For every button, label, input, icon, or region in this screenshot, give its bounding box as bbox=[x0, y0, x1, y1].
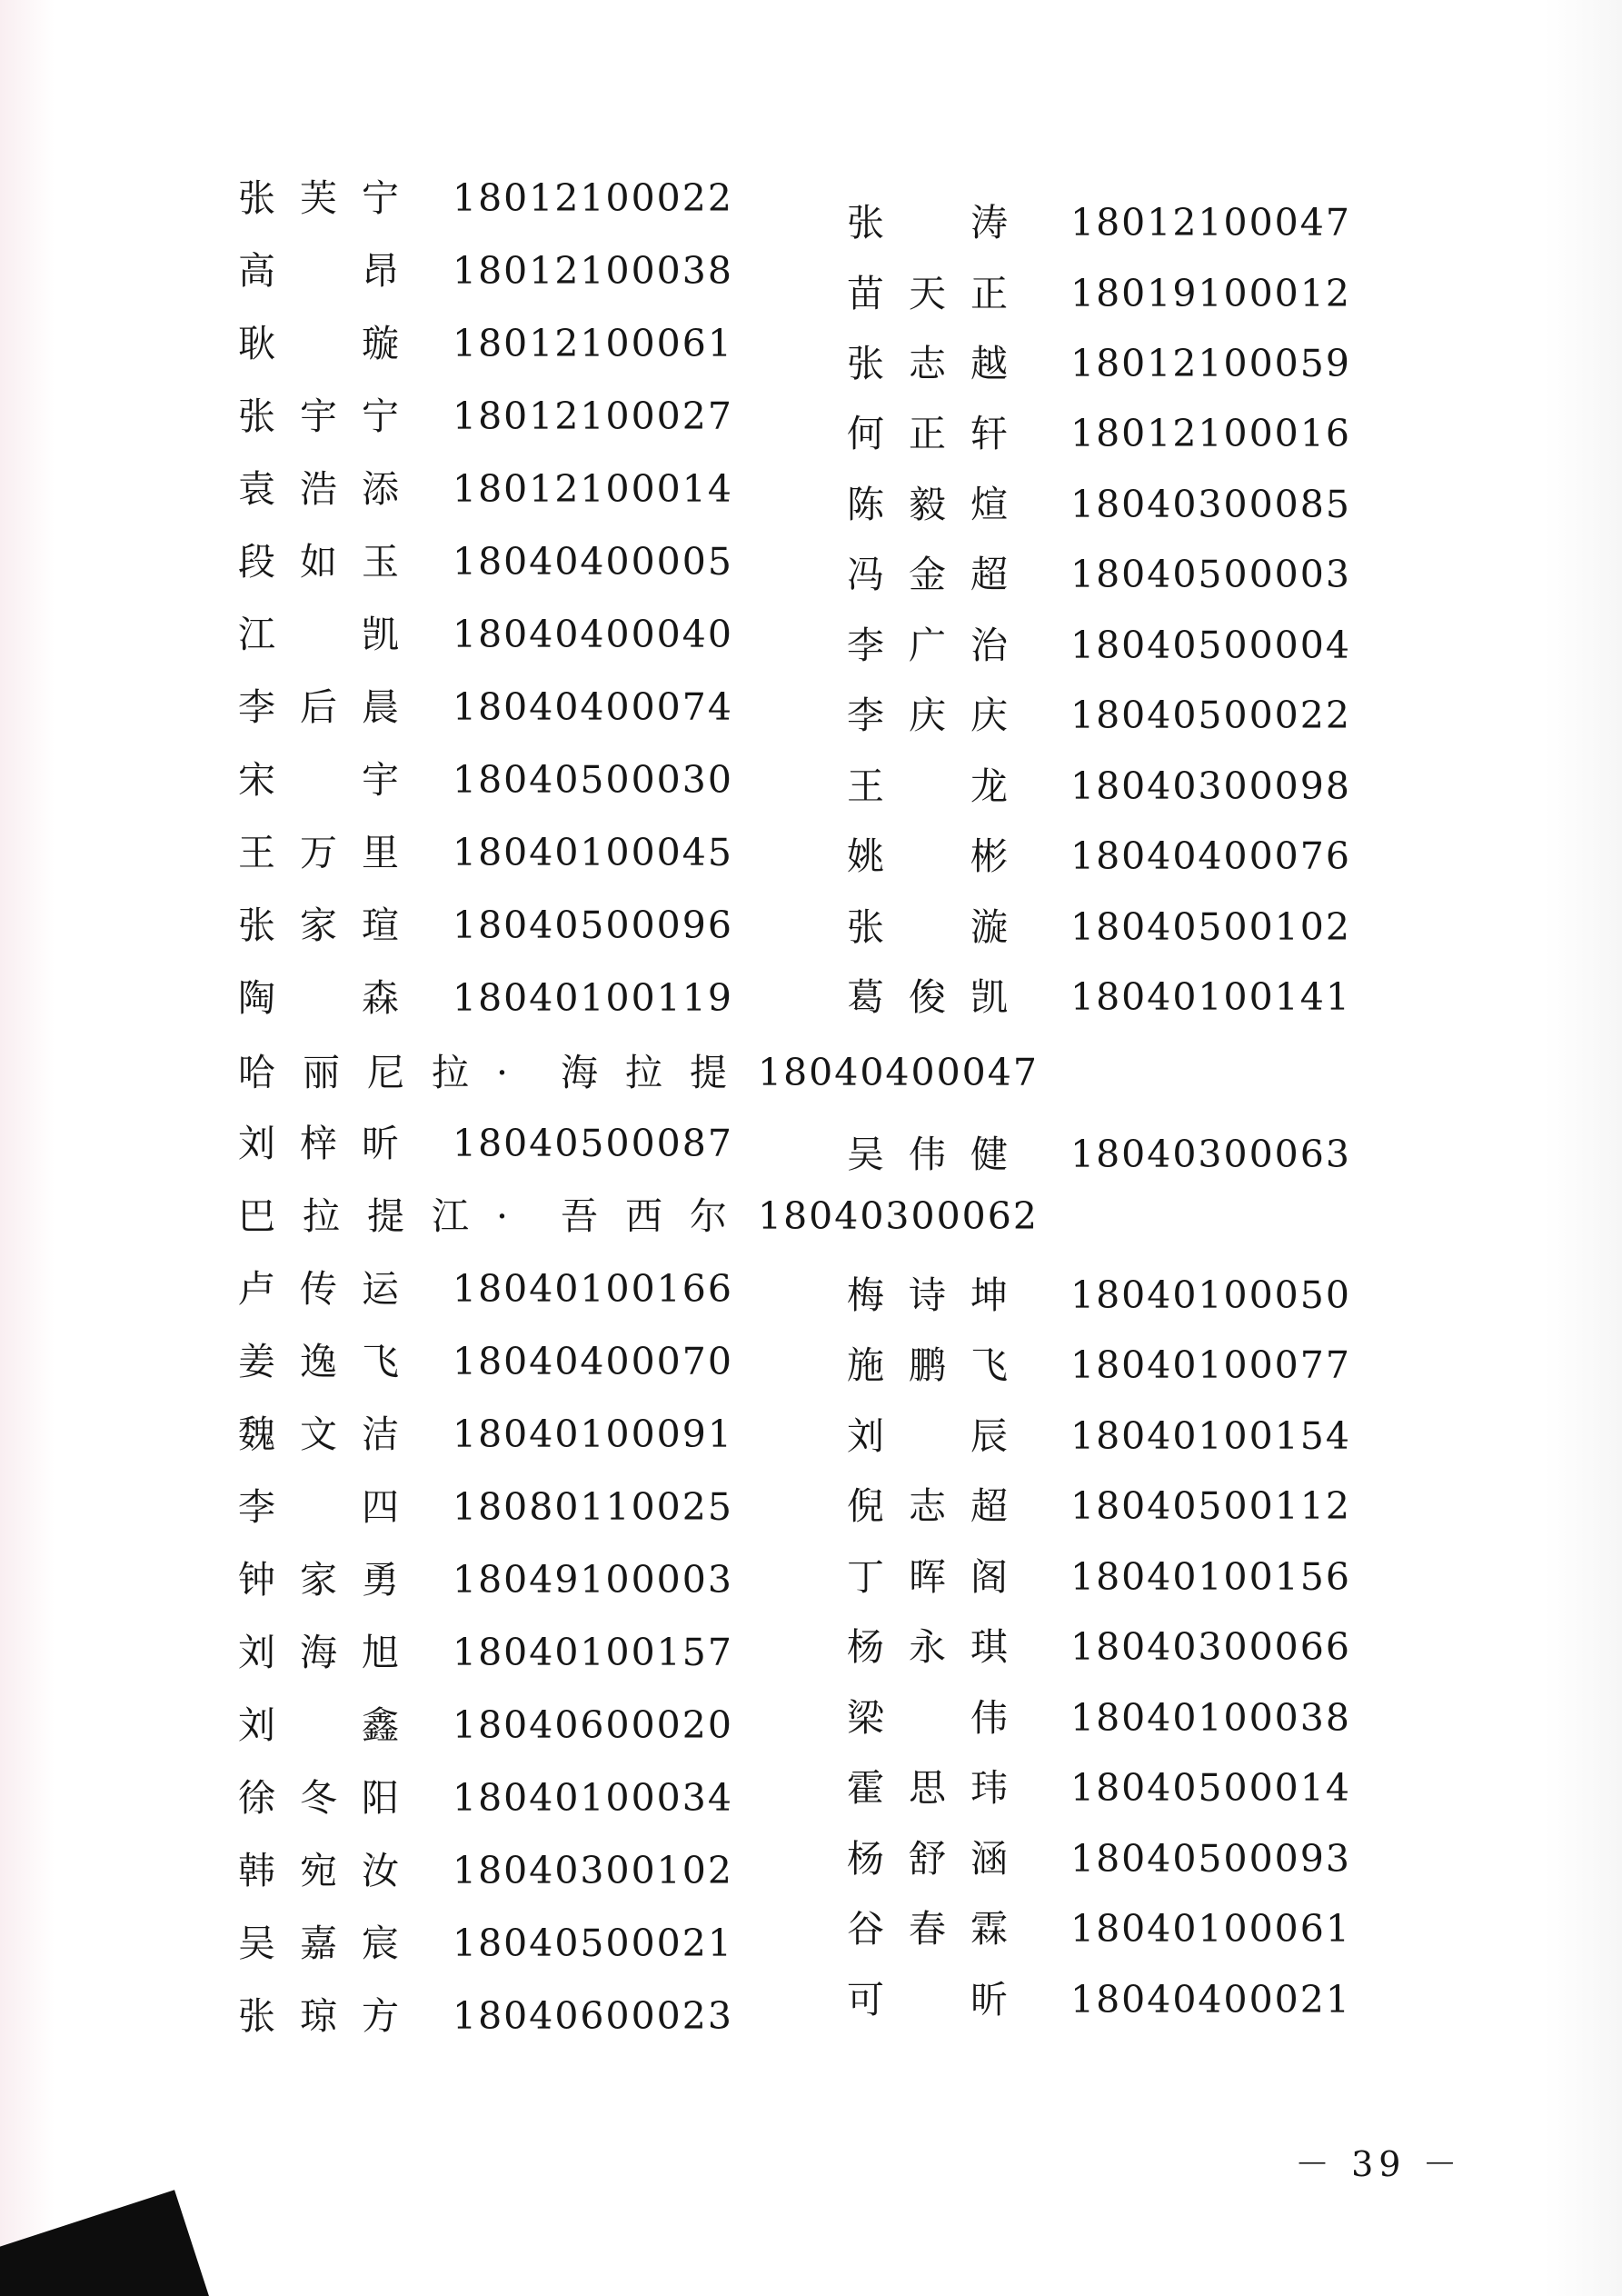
name-character: 琪 bbox=[970, 1625, 1008, 1669]
name-character: · bbox=[496, 1051, 509, 1094]
student-id: 18040500014 bbox=[1070, 1766, 1351, 1810]
student-id: 18012100027 bbox=[453, 394, 733, 438]
name-character: 辰 bbox=[970, 1414, 1008, 1458]
name-character: 文 bbox=[300, 1413, 337, 1456]
name-character: 俊 bbox=[909, 975, 946, 1019]
name-character: 谷 bbox=[847, 1907, 884, 1951]
name-character: 浩 bbox=[300, 467, 337, 511]
student-id: 18040500003 bbox=[1070, 553, 1351, 596]
name-character: 庆 bbox=[970, 694, 1008, 737]
name-character: 袁 bbox=[238, 467, 275, 511]
name-character: 煊 bbox=[970, 483, 1008, 526]
name-character: 家 bbox=[300, 903, 337, 947]
name-character: 张 bbox=[847, 342, 884, 385]
student-id: 18040100154 bbox=[1070, 1414, 1351, 1458]
person-name bbox=[847, 829, 1032, 883]
name-character: 宸 bbox=[362, 1922, 399, 1965]
name-character: 可 bbox=[847, 1978, 884, 2021]
person-name bbox=[847, 1550, 1032, 1604]
person-name bbox=[847, 1127, 1032, 1182]
name-character: 嘉 bbox=[300, 1922, 337, 1965]
name-character: 冬 bbox=[300, 1776, 337, 1820]
person-name bbox=[238, 1843, 423, 1898]
name-character: 舒 bbox=[909, 1837, 946, 1881]
name-character bbox=[909, 195, 970, 250]
person-name bbox=[847, 406, 1032, 461]
name-character: 霍 bbox=[847, 1766, 884, 1810]
name-character: 琼 bbox=[300, 1994, 337, 2038]
name-character: 段 bbox=[238, 540, 275, 584]
name-character: 健 bbox=[970, 1133, 1008, 1176]
student-id: 18049100003 bbox=[453, 1558, 733, 1602]
student-id: 18012100061 bbox=[453, 322, 733, 365]
student-id: 18040500087 bbox=[453, 1122, 733, 1165]
name-character bbox=[300, 1480, 362, 1534]
name-character: 治 bbox=[970, 624, 1008, 667]
name-character: 吾 bbox=[561, 1194, 598, 1238]
student-id: 18040600023 bbox=[453, 1994, 733, 2038]
student-id: 18040100045 bbox=[453, 831, 733, 874]
student-id: 18040500022 bbox=[1070, 694, 1351, 737]
name-character: 坤 bbox=[970, 1273, 1008, 1317]
name-character: 拉 bbox=[432, 1051, 469, 1094]
person-name bbox=[238, 1045, 754, 1100]
name-character: 涵 bbox=[970, 1837, 1008, 1881]
student-id: 18040500112 bbox=[1070, 1484, 1351, 1528]
name-character: 方 bbox=[362, 1994, 399, 2038]
person-name bbox=[847, 195, 1032, 250]
person-name bbox=[238, 1989, 423, 2043]
name-character: 鹏 bbox=[909, 1343, 946, 1387]
name-character: 杨 bbox=[847, 1837, 884, 1881]
name-character: 超 bbox=[970, 1484, 1008, 1528]
person-name bbox=[238, 898, 423, 953]
person-name bbox=[238, 534, 423, 589]
student-id: 18040100091 bbox=[453, 1413, 733, 1456]
student-id: 18012100016 bbox=[1070, 412, 1351, 455]
name-character: 晨 bbox=[362, 685, 399, 729]
person-name bbox=[847, 1832, 1032, 1886]
name-character: 尼 bbox=[367, 1051, 404, 1094]
name-character: 玮 bbox=[970, 1766, 1008, 1810]
student-id: 18019100012 bbox=[1070, 272, 1351, 315]
name-character bbox=[909, 1691, 970, 1745]
name-character: 玉 bbox=[362, 540, 399, 584]
name-character: 陈 bbox=[847, 483, 884, 526]
name-character: 伟 bbox=[970, 1696, 1008, 1740]
person-name bbox=[847, 547, 1032, 602]
name-character: · bbox=[496, 1194, 509, 1238]
name-character: 葛 bbox=[847, 975, 884, 1019]
person-name bbox=[238, 753, 423, 807]
name-character: 江 bbox=[432, 1194, 469, 1238]
student-id: 18040400074 bbox=[453, 685, 733, 729]
name-character: 万 bbox=[300, 831, 337, 874]
person-name bbox=[847, 900, 1032, 954]
name-character: 龙 bbox=[970, 764, 1008, 808]
name-character: 昂 bbox=[362, 249, 399, 293]
student-id: 18040100166 bbox=[453, 1267, 733, 1311]
person-name bbox=[238, 171, 423, 225]
student-id: 18040100061 bbox=[1070, 1907, 1351, 1951]
name-character: 志 bbox=[909, 342, 946, 385]
name-character: 西 bbox=[625, 1194, 662, 1238]
student-id: 18012100059 bbox=[1070, 342, 1351, 385]
student-id: 18040100156 bbox=[1070, 1555, 1351, 1599]
person-name bbox=[238, 1116, 423, 1171]
scan-corner-shadow bbox=[0, 2190, 214, 2296]
name-character: 海 bbox=[561, 1051, 598, 1094]
name-character: 如 bbox=[300, 540, 337, 584]
student-id: 18040100034 bbox=[453, 1776, 733, 1820]
name-character: 丽 bbox=[303, 1051, 340, 1094]
name-character: 宛 bbox=[300, 1849, 337, 1892]
student-id: 18012100047 bbox=[1070, 201, 1351, 245]
name-character: 张 bbox=[238, 176, 275, 220]
student-id: 18040400021 bbox=[1070, 1978, 1351, 2021]
name-character: 王 bbox=[847, 764, 884, 808]
name-character: 金 bbox=[909, 553, 946, 596]
name-character: 提 bbox=[367, 1194, 404, 1238]
name-character: 勇 bbox=[362, 1558, 399, 1602]
name-character: 吴 bbox=[238, 1922, 275, 1965]
name-character: 苗 bbox=[847, 272, 884, 315]
name-character: 正 bbox=[909, 412, 946, 455]
name-character: 里 bbox=[362, 831, 399, 874]
person-name bbox=[847, 970, 1032, 1024]
name-character: 旭 bbox=[362, 1631, 399, 1674]
person-name bbox=[238, 1552, 423, 1607]
student-id: 18040100157 bbox=[453, 1631, 733, 1674]
student-id: 18040100077 bbox=[1070, 1343, 1351, 1387]
student-id: 18040300098 bbox=[1070, 764, 1351, 808]
person-name bbox=[238, 1189, 754, 1243]
person-name bbox=[238, 825, 423, 880]
student-id: 18012100038 bbox=[453, 249, 733, 293]
name-character: 芙 bbox=[300, 176, 337, 220]
student-id: 18012100014 bbox=[453, 467, 733, 511]
name-character: 提 bbox=[690, 1051, 727, 1094]
name-character: 涛 bbox=[970, 201, 1008, 245]
name-character: 张 bbox=[847, 905, 884, 949]
person-name bbox=[847, 759, 1032, 814]
person-name bbox=[238, 1480, 423, 1534]
name-character: 哈 bbox=[238, 1051, 275, 1094]
student-id: 18040100038 bbox=[1070, 1696, 1351, 1740]
person-name bbox=[238, 607, 423, 662]
name-character: 鑫 bbox=[362, 1703, 399, 1747]
name-character: 洁 bbox=[362, 1413, 399, 1456]
name-character: 江 bbox=[238, 613, 275, 656]
person-name bbox=[847, 1338, 1032, 1393]
person-name bbox=[847, 1268, 1032, 1323]
name-character: 思 bbox=[909, 1766, 946, 1810]
name-character bbox=[909, 1409, 970, 1463]
name-character: 陶 bbox=[238, 976, 275, 1020]
person-name bbox=[847, 1691, 1032, 1745]
name-character: 韩 bbox=[238, 1849, 275, 1892]
person-name bbox=[238, 1334, 423, 1389]
person-name bbox=[847, 1972, 1032, 2027]
name-character: 耿 bbox=[238, 322, 275, 365]
name-character bbox=[300, 244, 362, 298]
name-character: 施 bbox=[847, 1343, 884, 1387]
name-character: 阳 bbox=[362, 1776, 399, 1820]
name-character: 轩 bbox=[970, 412, 1008, 455]
name-character: 飞 bbox=[362, 1340, 399, 1383]
name-character: 超 bbox=[970, 553, 1008, 596]
name-character: 徐 bbox=[238, 1776, 275, 1820]
name-character: 刘 bbox=[847, 1414, 884, 1458]
name-character: 张 bbox=[238, 394, 275, 438]
student-id: 18040500102 bbox=[1070, 905, 1351, 949]
name-character: 李 bbox=[847, 694, 884, 737]
name-character bbox=[300, 753, 362, 807]
person-name bbox=[238, 971, 423, 1025]
name-character: 传 bbox=[300, 1267, 337, 1311]
name-character: 添 bbox=[362, 467, 399, 511]
name-character: 漩 bbox=[970, 905, 1008, 949]
name-character: 王 bbox=[238, 831, 275, 874]
name-character: 李 bbox=[238, 685, 275, 729]
name-character: 刘 bbox=[238, 1631, 275, 1674]
name-character bbox=[909, 829, 970, 883]
name-character bbox=[300, 607, 362, 662]
student-id: 18040300085 bbox=[1070, 483, 1351, 526]
name-character: 晖 bbox=[909, 1555, 946, 1599]
person-name bbox=[238, 244, 423, 298]
name-character: 家 bbox=[300, 1558, 337, 1602]
student-id: 18040400005 bbox=[453, 540, 733, 584]
name-character: 巴 bbox=[238, 1194, 275, 1238]
person-name bbox=[238, 1407, 423, 1462]
name-character: 凯 bbox=[970, 975, 1008, 1019]
name-character: 何 bbox=[847, 412, 884, 455]
name-character: 广 bbox=[909, 624, 946, 667]
student-id: 18040300062 bbox=[758, 1194, 1039, 1238]
name-character: 霖 bbox=[970, 1907, 1008, 1951]
name-character: 张 bbox=[238, 903, 275, 947]
name-character: 刘 bbox=[238, 1703, 275, 1747]
name-character: 宋 bbox=[238, 758, 275, 802]
name-character: 凯 bbox=[362, 613, 399, 656]
name-character bbox=[909, 759, 970, 814]
student-id: 18012100022 bbox=[453, 176, 733, 220]
name-character: 璇 bbox=[362, 322, 399, 365]
name-character: 张 bbox=[847, 201, 884, 245]
student-id: 18040400040 bbox=[453, 613, 733, 656]
student-id: 18040500021 bbox=[453, 1922, 733, 1965]
name-character: 毅 bbox=[909, 483, 946, 526]
name-character: 张 bbox=[238, 1994, 275, 2038]
name-character: 冯 bbox=[847, 553, 884, 596]
name-character: 运 bbox=[362, 1267, 399, 1311]
name-character: 宇 bbox=[300, 394, 337, 438]
name-character: 宁 bbox=[362, 394, 399, 438]
person-name bbox=[238, 316, 423, 371]
student-id: 18040400047 bbox=[758, 1051, 1039, 1094]
person-name bbox=[847, 618, 1032, 673]
name-character: 高 bbox=[238, 249, 275, 293]
name-character: 海 bbox=[300, 1631, 337, 1674]
name-character: 彬 bbox=[970, 834, 1008, 878]
student-id: 18040500096 bbox=[453, 903, 733, 947]
student-id: 18040300066 bbox=[1070, 1625, 1351, 1669]
name-character: 阁 bbox=[970, 1555, 1008, 1599]
name-character: 刘 bbox=[238, 1122, 275, 1165]
name-character: 姜 bbox=[238, 1340, 275, 1383]
name-character: 森 bbox=[362, 976, 399, 1020]
name-character: 拉 bbox=[303, 1194, 340, 1238]
student-id: 18040100141 bbox=[1070, 975, 1351, 1019]
student-id: 18040100119 bbox=[453, 976, 733, 1020]
name-character: 宇 bbox=[362, 758, 399, 802]
name-character: 瑄 bbox=[362, 903, 399, 947]
name-character: 倪 bbox=[847, 1484, 884, 1528]
student-id: 18040500004 bbox=[1070, 624, 1351, 667]
student-id: 18080110025 bbox=[453, 1485, 733, 1529]
page-number: － 39 － bbox=[1295, 2144, 1463, 2184]
person-name bbox=[238, 1625, 423, 1680]
student-id: 18040300063 bbox=[1070, 1133, 1351, 1176]
person-name bbox=[238, 462, 423, 516]
name-character: 尔 bbox=[690, 1194, 727, 1238]
name-character: 李 bbox=[847, 624, 884, 667]
person-name bbox=[238, 1262, 423, 1316]
name-character: 昕 bbox=[970, 1978, 1008, 2021]
name-character: 庆 bbox=[909, 694, 946, 737]
name-character: 魏 bbox=[238, 1413, 275, 1456]
name-character: 钟 bbox=[238, 1558, 275, 1602]
person-name bbox=[847, 1409, 1032, 1463]
name-character bbox=[909, 900, 970, 954]
name-character: 后 bbox=[300, 685, 337, 729]
name-character: 卢 bbox=[238, 1267, 275, 1311]
student-id: 18040400076 bbox=[1070, 834, 1351, 878]
name-character: 伟 bbox=[909, 1133, 946, 1176]
person-name bbox=[847, 477, 1032, 532]
student-id: 18040500030 bbox=[453, 758, 733, 802]
name-character: 逸 bbox=[300, 1340, 337, 1383]
name-character: 姚 bbox=[847, 834, 884, 878]
student-id: 18040600020 bbox=[453, 1703, 733, 1747]
name-character: 梅 bbox=[847, 1273, 884, 1317]
person-name bbox=[847, 1479, 1032, 1533]
name-character: 汝 bbox=[362, 1849, 399, 1892]
person-name bbox=[847, 266, 1032, 321]
name-character: 李 bbox=[238, 1485, 275, 1529]
name-character: 宁 bbox=[362, 176, 399, 220]
person-name bbox=[238, 1916, 423, 1971]
name-character: 飞 bbox=[970, 1343, 1008, 1387]
student-id: 18040300102 bbox=[453, 1849, 733, 1892]
person-name bbox=[847, 1761, 1032, 1815]
name-character bbox=[300, 971, 362, 1025]
person-name bbox=[847, 1620, 1032, 1674]
name-character: 吴 bbox=[847, 1133, 884, 1176]
name-character: 永 bbox=[909, 1625, 946, 1669]
student-id: 18040100050 bbox=[1070, 1273, 1351, 1317]
name-character bbox=[300, 1698, 362, 1752]
name-character: 四 bbox=[362, 1485, 399, 1529]
name-character bbox=[300, 316, 362, 371]
person-name bbox=[238, 1771, 423, 1825]
name-character: 志 bbox=[909, 1484, 946, 1528]
person-name bbox=[238, 680, 423, 734]
name-character: 诗 bbox=[909, 1273, 946, 1317]
name-character: 杨 bbox=[847, 1625, 884, 1669]
person-name bbox=[238, 1698, 423, 1752]
name-character: 梁 bbox=[847, 1696, 884, 1740]
name-character: 春 bbox=[909, 1907, 946, 1951]
name-character: 正 bbox=[970, 272, 1008, 315]
person-name bbox=[847, 688, 1032, 743]
name-character: 梓 bbox=[300, 1122, 337, 1165]
name-character: 拉 bbox=[625, 1051, 662, 1094]
person-name bbox=[238, 389, 423, 444]
name-character: 越 bbox=[970, 342, 1008, 385]
student-id: 18040500093 bbox=[1070, 1837, 1351, 1881]
name-character bbox=[909, 1972, 970, 2027]
person-name bbox=[847, 1902, 1032, 1956]
student-id: 18040400070 bbox=[453, 1340, 733, 1383]
name-character: 昕 bbox=[362, 1122, 399, 1165]
name-character: 天 bbox=[909, 272, 946, 315]
name-character: 丁 bbox=[847, 1555, 884, 1599]
person-name bbox=[847, 336, 1032, 391]
